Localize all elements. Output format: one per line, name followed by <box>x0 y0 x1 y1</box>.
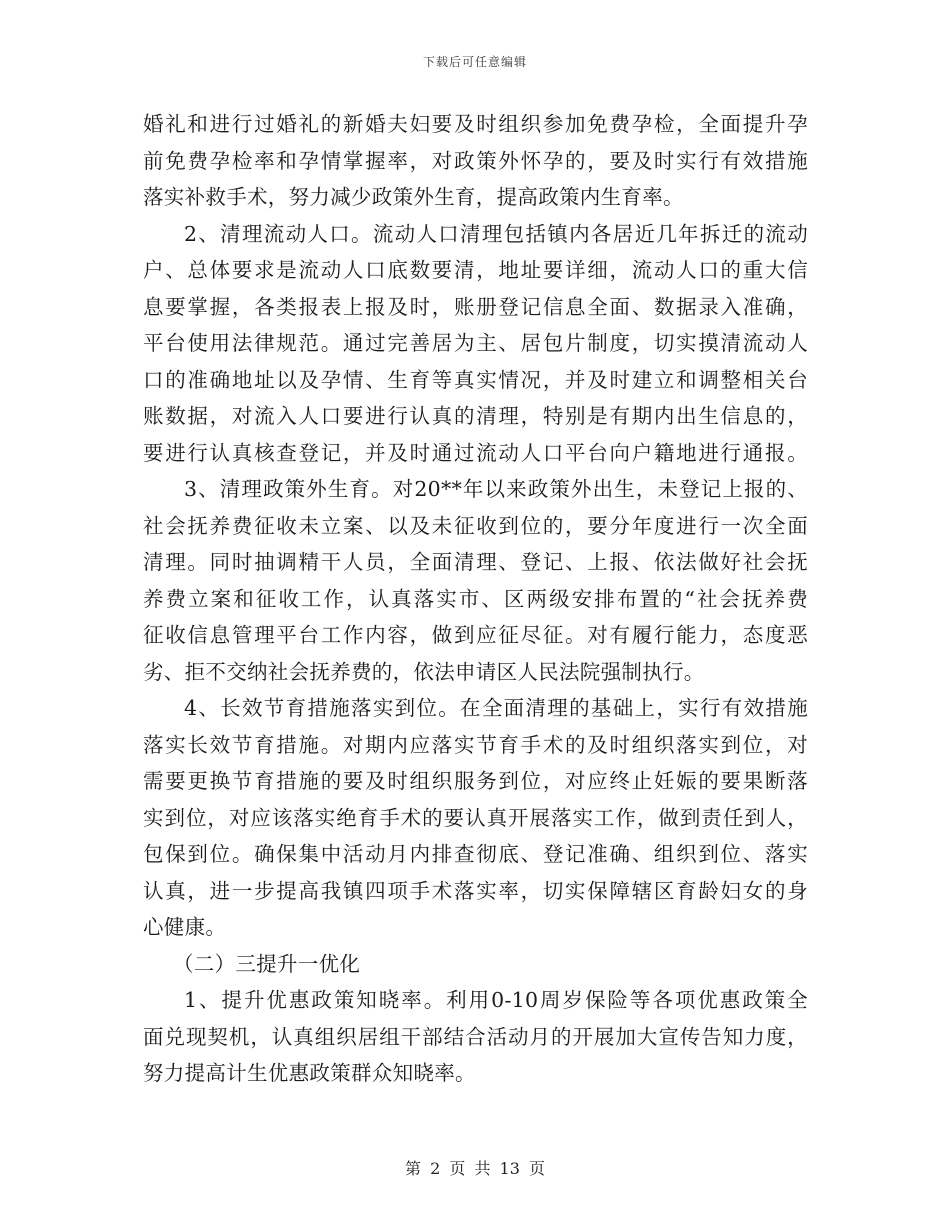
text-line: 实到位，对应该落实绝育手术的要认真开展落实工作，做到责任到人， <box>143 805 808 830</box>
paragraph <box>143 216 808 472</box>
page-header: 下载后可任意编辑 <box>422 55 527 69</box>
text-line: 要进行认真核查登记，并及时通过流动人口平台向户籍地进行通报。 <box>143 440 808 465</box>
text-line: 平台使用法律规范。通过完善居为主、居包片制度，切实摸清流动人 <box>143 331 808 355</box>
text-line: 包保到位。确保集中活动月内排查彻底、登记准确、组织到位、落实 <box>143 842 808 866</box>
text-line: 2、清理流动人口。流动人口清理包括镇内各居近几年拆迁的流动 <box>184 221 808 246</box>
text-line: 需要更换节育措施的要及时组织服务到位，对应终止妊娠的要果断落 <box>143 769 808 793</box>
text-line: 劣、拒不交纳社会抚养费的，依法申请区人民法院强制执行。 <box>143 659 705 684</box>
text-line: 前免费孕检率和孕情掌握率，对政策外怀孕的，要及时实行有效措施 <box>143 148 808 173</box>
text-line: 4、长效节育措施落实到位。在全面清理的基础上，实行有效措施 <box>184 696 808 720</box>
text-line: 息要掌握，各类报表上报及时，账册登记信息全面、数据录入准确， <box>143 294 808 319</box>
text-line: 面兑现契机，认真组织居组干部结合活动月的开展加大宣传告知力度， <box>143 1024 808 1049</box>
text-line: 户、总体要求是流动人口底数要清，地址要详细，流动人口的重大信 <box>143 258 808 282</box>
paragraph <box>143 982 808 1092</box>
text-line: 养费立案和征收工作，认真落实市、区两级安排布置的“社会抚养费 <box>143 586 808 611</box>
text-line: 清理。同时抽调精干人员，全面清理、登记、上报、依法做好社会抚 <box>143 550 808 574</box>
text-line: 认真，进一步提高我镇四项手术落实率，切实保障辖区育龄妇女的身 <box>143 878 808 903</box>
text-line: 心健康。 <box>143 915 227 939</box>
paragraph <box>143 690 808 946</box>
paragraph <box>143 471 808 690</box>
document-body <box>143 106 808 1092</box>
text-line: 努力提高计生优惠政策群众知晓率。 <box>143 1061 476 1085</box>
heading-text: （二）三提升一优化 <box>173 951 361 976</box>
text-line: 1、提升优惠政策知晓率。利用0-10周岁保险等各项优惠政策全 <box>184 988 808 1012</box>
text-line: 落实长效节育措施。对期内应落实节育手术的及时组织落实到位，对 <box>143 732 808 757</box>
text-line: 口的准确地址以及孕情、生育等真实情况，并及时建立和调整相关台 <box>143 367 808 392</box>
text-line: 落实补救手术，努力减少政策外生育，提高政策内生育率。 <box>143 185 684 209</box>
text-line: 3、清理政策外生育。对20**年以来政策外出生，未登记上报的、 <box>184 477 808 501</box>
text-line: 征收信息管理平台工作内容，做到应征尽征。对有履行能力，态度恶 <box>143 623 808 647</box>
text-line: 社会抚养费征收未立案、以及未征收到位的，要分年度进行一次全面 <box>143 513 808 538</box>
text-line: 账数据，对流入人口要进行认真的清理，特别是有期内出生信息的， <box>143 404 808 428</box>
section-heading <box>143 946 808 983</box>
paragraph <box>143 106 808 216</box>
text-line: 婚礼和进行过婚礼的新婚夫妇要及时组织参加免费孕检，全面提升孕 <box>143 112 808 136</box>
page-number: 第 2 页 共 13 页 <box>405 1159 545 1178</box>
